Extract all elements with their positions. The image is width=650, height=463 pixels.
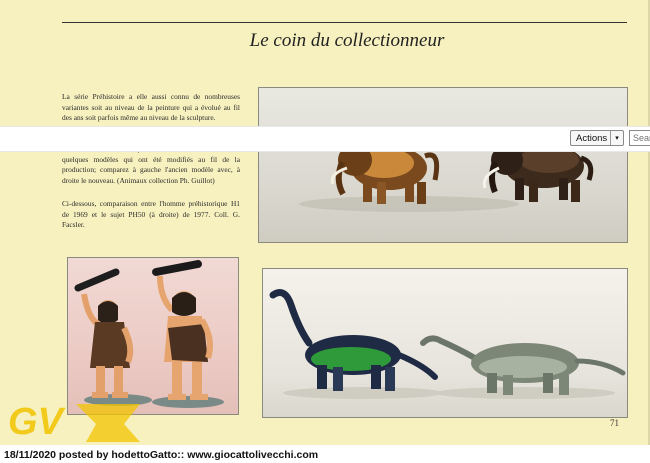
old-mammoth-figure — [332, 144, 436, 204]
page-title: Le coin du collectionneur — [249, 30, 445, 51]
svg-text:GV: GV — [8, 401, 63, 443]
new-brontosaurus-figure — [423, 338, 623, 395]
old-caveman-figure — [78, 272, 130, 398]
search-input[interactable] — [629, 130, 650, 146]
dinosaurs-photo — [262, 268, 628, 418]
old-brontosaurus-figure — [273, 293, 435, 391]
new-mammoth-figure — [484, 144, 591, 202]
actions-dropdown-button[interactable] — [570, 130, 624, 146]
title-rule — [62, 22, 627, 23]
chevron-down-icon[interactable]: ▾ — [610, 131, 623, 145]
page-number: 71 — [610, 418, 619, 428]
mammoths-photo — [258, 87, 628, 243]
viewer-toolbar — [0, 126, 650, 152]
intro-paragraph: La série Préhistoire a elle aussi connu de nombreuses variantes soit au niveau de la peinture qui a évolué au fil des ans soit parfois même au niveau de la sculpture. — [62, 92, 240, 123]
actions-label: Actions — [576, 132, 608, 144]
cavemen-photo — [67, 257, 239, 415]
models-paragraph: quelques modèles qui ont été modifiés au fil de la production; comparez à gauche l'ancien modèle avec, à droite le nouveau. (Animaux collection Ph. Guillot) — [62, 154, 240, 185]
new-caveman-figure — [156, 264, 210, 400]
comparison-paragraph: Ci-dessous, comparaison entre l'homme préhistorique H1 de 1969 et le sujet PH50 (à droite) de 1977. Coll. G. Facsler. — [62, 199, 240, 230]
gv-logo-watermark — [6, 398, 146, 444]
post-caption: 18/11/2020 posted by hodettoGatto:: www.giocattolivecchi.com — [4, 449, 319, 461]
